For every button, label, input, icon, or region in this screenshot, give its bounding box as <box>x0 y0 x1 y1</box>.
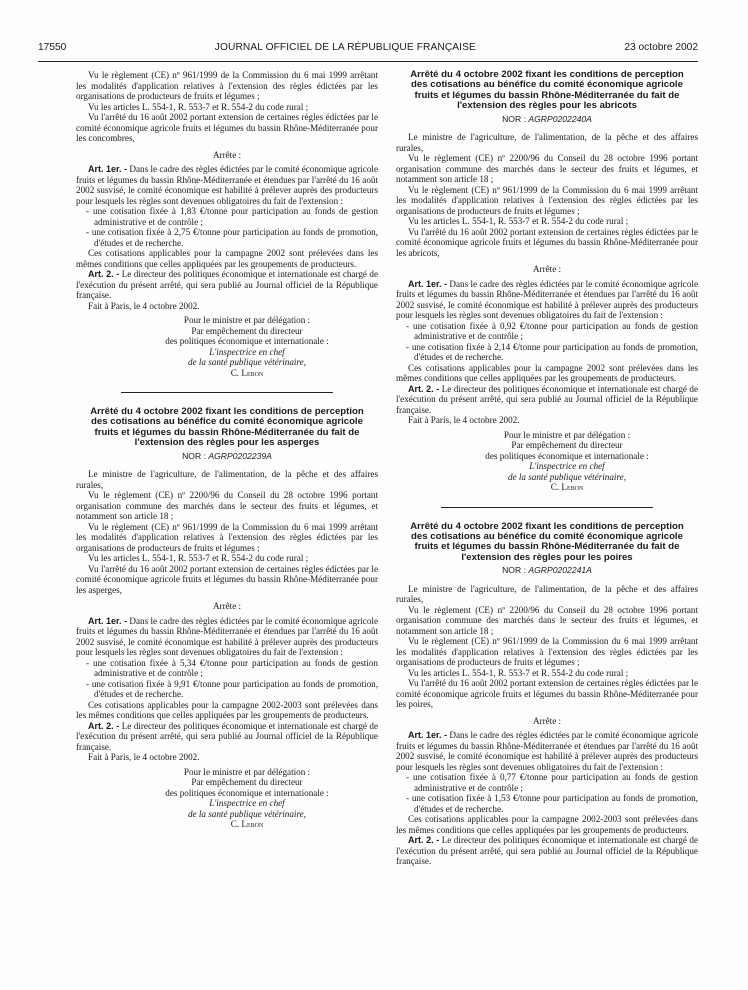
paragraph: Ces cotisations applicables pour la campagne 2002 sont prélevées dans les mêmes conditions que celles appliquées par les groupements de producteurs. <box>76 248 378 269</box>
page-number: 17550 <box>38 41 67 53</box>
signature-place-date: Fait à Paris, le 4 octobre 2002. <box>88 300 200 311</box>
article-label: Art. 1er. - <box>88 164 128 174</box>
list-item: - une cotisation fixée à 1,53 €/tonne pour participation au fonds de promotion, d'études et de recherche. <box>406 793 698 814</box>
paragraph: Vu le règlement (CE) nº 961/1999 de la Commission du 6 mai 1999 arrêtant les modalités d'application relatives à l'extension des règles édictées par les organisations de producteurs de fruits et légumes ; <box>76 70 378 101</box>
signature-block: Pour le ministre et par délégation : Par empêchement du directeur des politiques économique et internationale : L'inspectrice en chef de la santé publique vétérinaire, C. Lebon <box>76 315 378 378</box>
paragraph: Vu l'arrêté du 16 août 2002 portant extension de certaines règles édictées par le comité économique agricole fruits et légumes du bassin Rhône-Méditerranée pour les asperges, <box>76 563 378 595</box>
levy-list <box>76 206 378 248</box>
list-item: - une cotisation fixée à 9,91 €/tonne pour participation au fonds de promotion, d'études et de recherche. <box>86 678 378 700</box>
arrete-heading: Arrête : <box>212 601 242 612</box>
paragraph: Vu les articles L. 554-1, R. 553-7 et R. 554-2 du code rural ; <box>408 667 629 678</box>
paragraph: Ces cotisations applicables pour la campagne 2002-2003 sont prélevées dans les mêmes conditions que celles appliquées par les groupements de producteurs. <box>396 814 698 835</box>
article-2: Art. 2. - Le directeur des politiques économique et internationale est chargé de l'exécution du présent arrêté, qui sera publié au Journal officiel de la République française. <box>396 835 699 867</box>
issue-date: 23 octobre 2002 <box>624 41 698 53</box>
signature-block: Pour le ministre et par délégation : Par empêchement du directeur des politiques économique et internationale : L'inspectrice en chef de la santé publique vétérinaire, C. Lebon <box>76 767 378 830</box>
page-header <box>38 33 698 62</box>
article-label: Art. 1er. - <box>408 730 448 741</box>
paragraph: Vu le règlement (CE) nº 2200/96 du Conseil du 28 octobre 1996 portant organisation commune des marchés dans le secteur des fruits et légumes, et notamment son article 18 ; <box>76 490 378 522</box>
paragraph: Le ministre de l'agriculture, de l'alimentation, de la pêche et des affaires rurales, <box>396 583 698 605</box>
paragraph: Vu le règlement (CE) nº 961/1999 de la Commission du 6 mai 1999 arrêtant les modalités d'application relatives à l'extension des règles édictées par les organisations de producteurs de fruits et légumes ; <box>396 636 698 668</box>
arrete-heading: Arrête : <box>532 715 562 726</box>
nor-reference: NOR : AGRP0202239A <box>182 450 272 461</box>
left-column <box>76 70 378 867</box>
paragraph: Ces cotisations applicables pour la campagne 2002-2003 sont prélevées dans les mêmes conditions que celles appliquées par les groupements de producteurs. <box>76 699 378 721</box>
article-label: Art. 2. - <box>408 383 440 394</box>
section-divider <box>121 392 332 393</box>
journal-title: JOURNAL OFFICIEL DE LA RÉPUBLIQUE FRANÇAISE <box>214 41 476 53</box>
article-1: Art. 1er. - Dans le cadre des règles édictées par le comité économique agricole fruits et légumes du bassin Rhône-Méditerranée et étendues par l'arrêté du 16 août 2002 susvisé, le comité économique est habilité à prélever auprès des producteurs pour lesquels les règles sont devenues obligatoires du fait de l'extension : <box>396 278 698 321</box>
article-1: Art. 1er. - Dans le cadre des règles édictées par le comité économique agricole fruits et légumes du bassin Rhône-Méditerranée et étendues par l'arrêté du 16 août 2002 susvisé, le comité économique est habilité à prélever auprès des producteurs pour lesquels les règles sont devenues obligatoires du fait de l'extension : <box>76 164 378 206</box>
article-label: Art. 2. - <box>88 269 120 279</box>
article-label: Art. 2. - <box>88 720 120 731</box>
list-item: - une cotisation fixée à 5,34 €/tonne pour participation au fonds de gestion administrative et de contrôle ; <box>86 657 378 679</box>
paragraph: Vu les articles L. 554-1, R. 553-7 et R. 554-2 du code rural ; <box>88 101 309 112</box>
levy-list <box>76 658 378 700</box>
article-2: Art. 2. - Le directeur des politiques économique et internationale est chargé de l'exécution du présent arrêté, qui sera publié au Journal officiel de la République française. <box>76 720 379 752</box>
nor-reference: NOR : AGRP0202240A <box>502 113 592 124</box>
article-2: Art. 2. - Le directeur des politiques économique et internationale est chargé de l'exécution du présent arrêté, qui sera publié au Journal officiel de la République française. <box>76 269 379 300</box>
decree-title: Arrêté du 4 octobre 2002 fixant les conditions de perception des cotisations au bénéfice du comité économique agricole fruits et légumes du bassin Rhône-Méditerranée du fait de l'extension des règles pour les abricots <box>410 69 684 112</box>
arrete-heading: Arrête : <box>532 264 562 275</box>
paragraph: Vu l'arrêté du 16 août 2002 portant extension de certaines règles édictées par le comité économique agricole fruits et légumes du bassin Rhône-Méditerranée pour les concombres, <box>76 112 378 143</box>
signature-block: Pour le ministre et par délégation : Par empêchement du directeur des politiques économique et internationale : L'inspectrice en chef de la santé publique vétérinaire, C. Lebon <box>396 430 698 493</box>
levy-list <box>396 321 698 363</box>
list-item: - une cotisation fixée à 0,92 €/tonne pour participation au fonds de gestion administrative et de contrôle ; <box>406 320 698 342</box>
paragraph: Le ministre de l'agriculture, de l'alimentation, de la pêche et des affaires rurales, <box>396 132 698 153</box>
section-divider <box>441 507 652 508</box>
signature-place-date: Fait à Paris, le 4 octobre 2002. <box>408 415 520 426</box>
paragraph: Vu les articles L. 554-1, R. 553-7 et R. 554-2 du code rural ; <box>408 216 629 227</box>
paragraph: Vu le règlement (CE) nº 2200/96 du Conseil du 28 octobre 1996 portant organisation commune des marchés dans le secteur des fruits et légumes, et notamment son article 18 ; <box>396 153 698 185</box>
paragraph: Vu le règlement (CE) nº 961/1999 de la Commission du 6 mai 1999 arrêtant les modalités d'application relatives à l'extension des règles édictées par les organisations de producteurs de fruits et légumes ; <box>76 521 378 553</box>
arrete-heading: Arrête : <box>212 149 242 160</box>
list-item: - une cotisation fixée à 1,83 €/tonne pour participation au fonds de gestion administrative et de contrôle ; <box>86 206 378 227</box>
paragraph: Vu le règlement (CE) nº 961/1999 de la Commission du 6 mai 1999 arrêtant les modalités d'application relatives à l'extension des règles édictées par les organisations de producteurs de fruits et légumes ; <box>396 184 698 216</box>
signature-place-date: Fait à Paris, le 4 octobre 2002. <box>88 752 200 763</box>
article-label: Art. 1er. - <box>408 278 448 289</box>
signatory-name: C. Lebon <box>230 367 264 378</box>
list-item: - une cotisation fixée à 2,75 €/tonne pour participation au fonds de promotion, d'études et de recherche. <box>86 227 378 248</box>
paragraph: Ces cotisations applicables pour la campagne 2002 sont prélevées dans les mêmes conditions que celles appliquées par les groupements de producteurs. <box>396 362 698 384</box>
list-item: - une cotisation fixée à 2,14 €/tonne pour participation au fonds de promotion, d'études et de recherche. <box>406 341 698 363</box>
signatory-name: C. Lebon <box>230 819 264 830</box>
right-column <box>396 70 698 867</box>
article-2: Art. 2. - Le directeur des politiques économique et internationale est chargé de l'exécution du présent arrêté, qui sera publié au Journal officiel de la République française. <box>396 383 699 415</box>
decree-title: Arrêté du 4 octobre 2002 fixant les conditions de perception des cotisations au bénéfice du comité économique agricole fruits et légumes du bassin Rhône-Méditerranée du fait de l'extension des règles pour les asperges <box>90 406 364 449</box>
article-1: Art. 1er. - Dans le cadre des règles édictées par le comité économique agricole fruits et légumes du bassin Rhône-Méditerranée et étendues par l'arrêté du 16 août 2002 susvisé, le comité économique est habilité à prélever auprès des producteurs pour lesquels les règles sont devenues obligatoires du fait de l'extension : <box>76 615 378 658</box>
paragraph: Vu l'arrêté du 16 août 2002 portant extension de certaines règles édictées par le comité économique agricole fruits et légumes du bassin Rhône-Méditerranée pour les poires, <box>396 678 698 710</box>
article-label: Art. 2. - <box>408 835 440 846</box>
levy-list <box>396 772 698 814</box>
paragraph: Le ministre de l'agriculture, de l'alimentation, de la pêche et des affaires rurales, <box>76 469 378 490</box>
signatory-name: C. Lebon <box>550 482 584 493</box>
paragraph: Vu l'arrêté du 16 août 2002 portant extension de certaines règles édictées par le comité économique agricole fruits et légumes du bassin Rhône-Méditerranée pour les abricots, <box>396 226 698 258</box>
paragraph: Vu les articles L. 554-1, R. 553-7 et R. 554-2 du code rural ; <box>88 553 309 564</box>
article-label: Art. 1er. - <box>88 615 128 626</box>
paragraph: Vu le règlement (CE) nº 2200/96 du Conseil du 28 octobre 1996 portant organisation commune des marchés dans le secteur des fruits et légumes, et notamment son article 18 ; <box>396 604 698 636</box>
article-1: Art. 1er. - Dans le cadre des règles édictées par le comité économique agricole fruits et légumes du bassin Rhône-Méditerranée et étendues par l'arrêté du 16 août 2002 susvisé, le comité économique est habilité à prélever auprès des producteurs pour lesquels les règles sont devenues obligatoires du fait de l'extension : <box>396 730 698 772</box>
nor-reference: NOR : AGRP0202241A <box>502 565 592 576</box>
decree-title: Arrêté du 4 octobre 2002 fixant les conditions de perception des cotisations au bénéfice du comité économique agricole fruits et légumes du bassin Rhône-Méditerranée du fait de l'extension des règles pour les poires <box>410 520 684 563</box>
list-item: - une cotisation fixée à 0,77 €/tonne pour participation au fonds de gestion administrative et de contrôle ; <box>406 772 698 793</box>
